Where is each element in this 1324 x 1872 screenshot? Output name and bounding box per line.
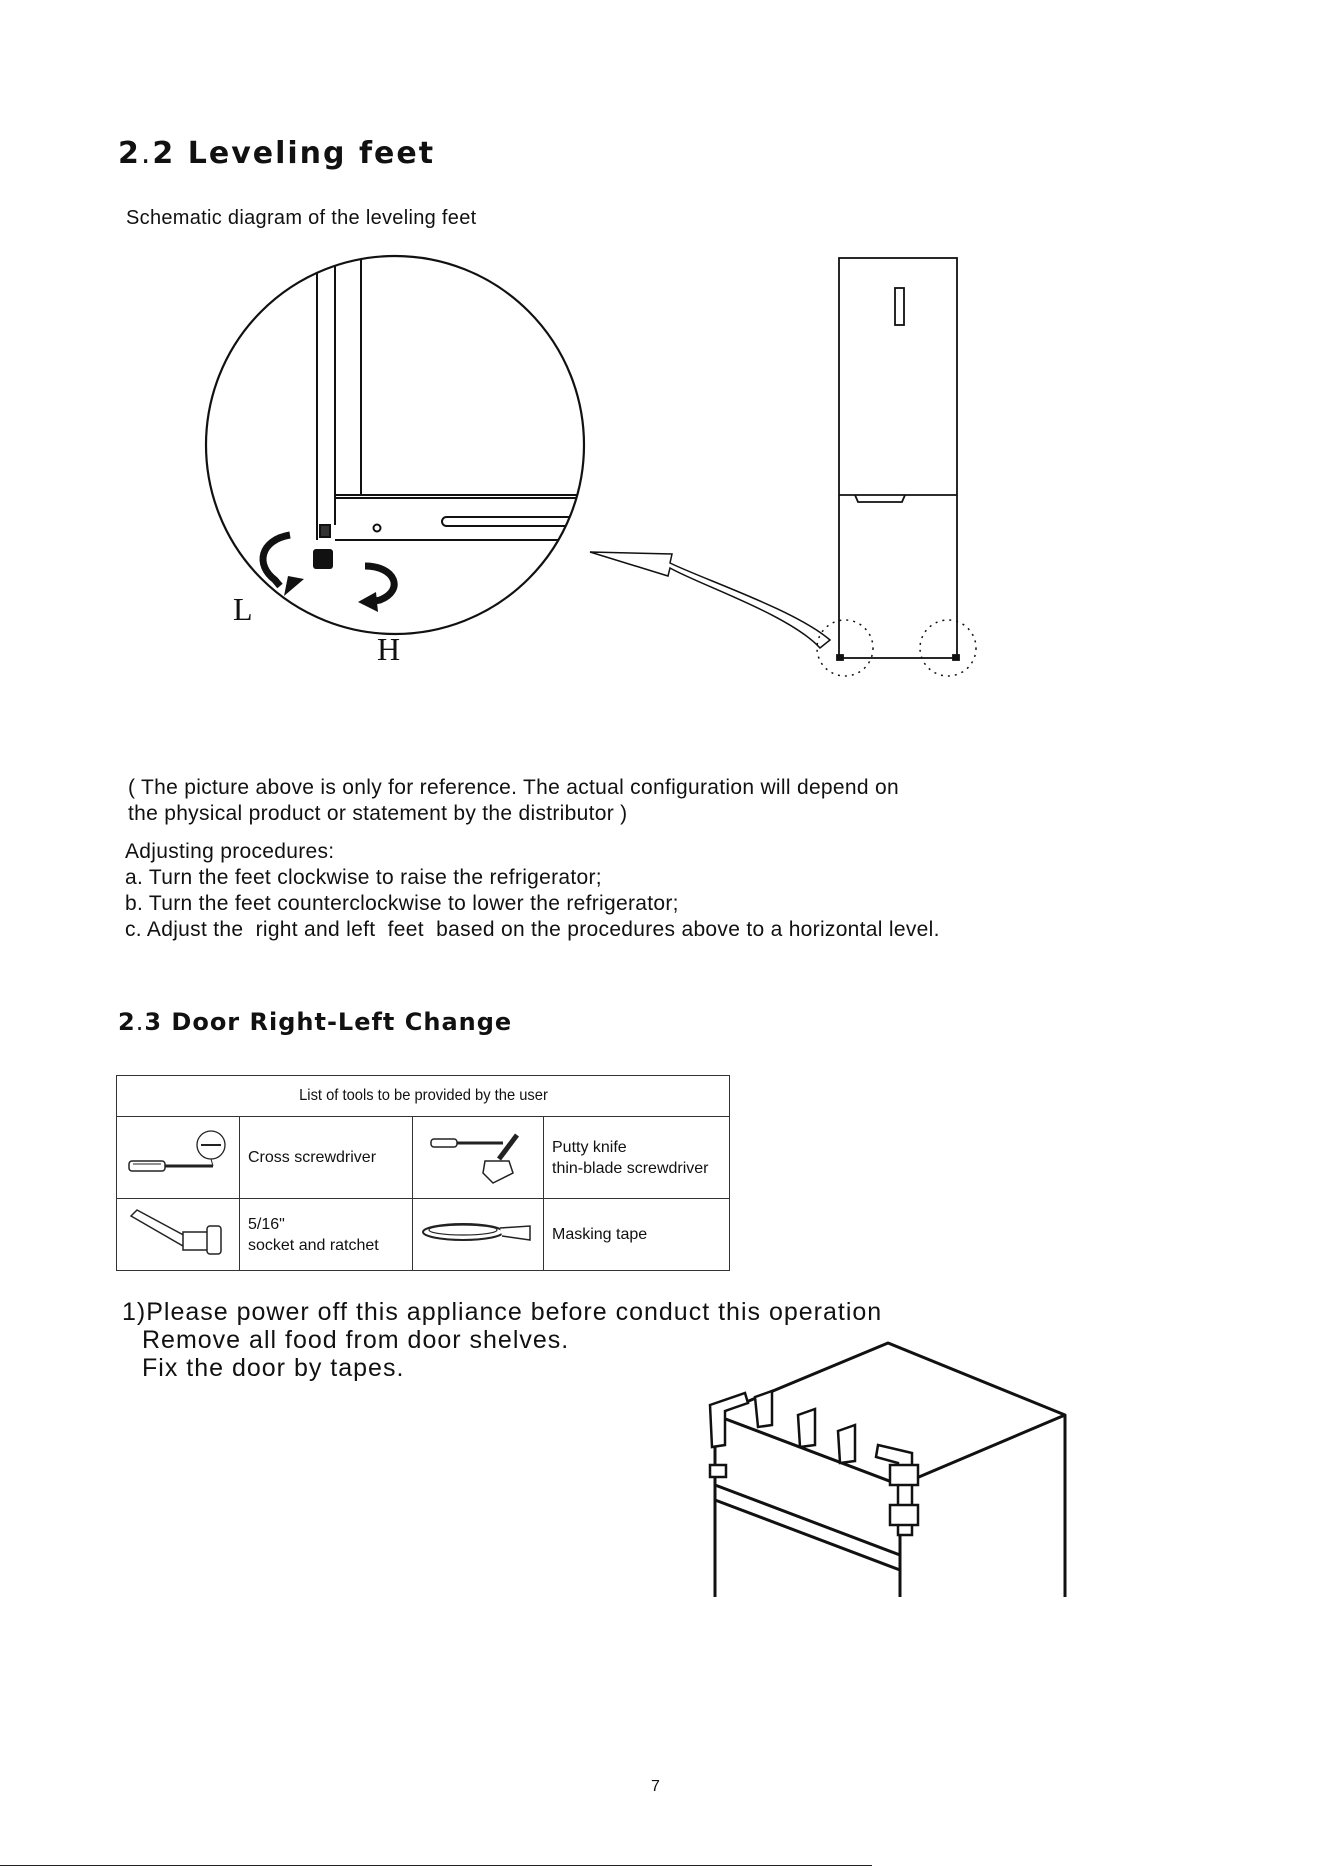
tools-caption: List of tools to be provided by the user [141, 1076, 705, 1117]
bottom-rule [0, 1865, 872, 1866]
procedures-heading: Adjusting procedures: [125, 840, 335, 863]
step1-line3: Fix the door by tapes. [142, 1354, 405, 1382]
pointer-arrow [590, 552, 830, 648]
tool-label-socket-ratchet [240, 1199, 413, 1271]
procedure-step-c: c. Adjust the right and left feet based on the procedures above to a horizontal level. [125, 918, 940, 941]
page-number: 7 [651, 1778, 660, 1795]
tool-label-line1: Putty knife [552, 1138, 627, 1156]
label-h: H [377, 631, 401, 667]
tape-strips [710, 1391, 918, 1535]
foot-highlight-left [817, 620, 873, 676]
counterclockwise-arrow-icon [263, 535, 290, 586]
leveling-feet-diagram [180, 250, 1000, 710]
tool-label-cross-screwdriver: Cross screwdriver [240, 1117, 413, 1199]
cross-screwdriver-icon [117, 1117, 240, 1199]
tool-label-line2: socket and ratchet [248, 1236, 379, 1254]
label-l: L [233, 591, 253, 627]
tools-table [116, 1075, 730, 1271]
leveling-foot [313, 549, 333, 569]
section-heading-2-2: 2.2 Leveling feet [118, 136, 436, 171]
putty-knife-icon [413, 1117, 544, 1199]
section-heading-2-3: 2.3 Door Right-Left Change [118, 1008, 513, 1036]
step1-line2: Remove all food from door shelves. [142, 1326, 570, 1354]
diagram-subtitle: Schematic diagram of the leveling feet [126, 207, 477, 229]
tool-label-putty-knife [544, 1117, 730, 1199]
taped-door-illustration [700, 1335, 1080, 1615]
refrigerator-illustration [837, 258, 959, 660]
foot-highlight-right [920, 620, 976, 676]
procedure-step-b: b. Turn the feet counterclockwise to lower the refrigerator; [125, 892, 679, 915]
reference-note-line2: the physical product or statement by the distributor ) [128, 802, 628, 825]
tool-label-line2: thin-blade screwdriver [552, 1159, 709, 1177]
masking-tape-icon [413, 1199, 544, 1271]
procedure-step-a: a. Turn the feet clockwise to raise the refrigerator; [125, 866, 602, 889]
reference-note-line1: ( The picture above is only for reference. The actual configuration will depend on [128, 776, 899, 799]
tool-label-masking-tape: Masking tape [544, 1199, 730, 1271]
step1-line1: 1)Please power off this appliance before conduct this operation [122, 1298, 883, 1326]
socket-ratchet-icon [117, 1199, 240, 1271]
tool-label-line1: 5/16" [248, 1215, 285, 1233]
